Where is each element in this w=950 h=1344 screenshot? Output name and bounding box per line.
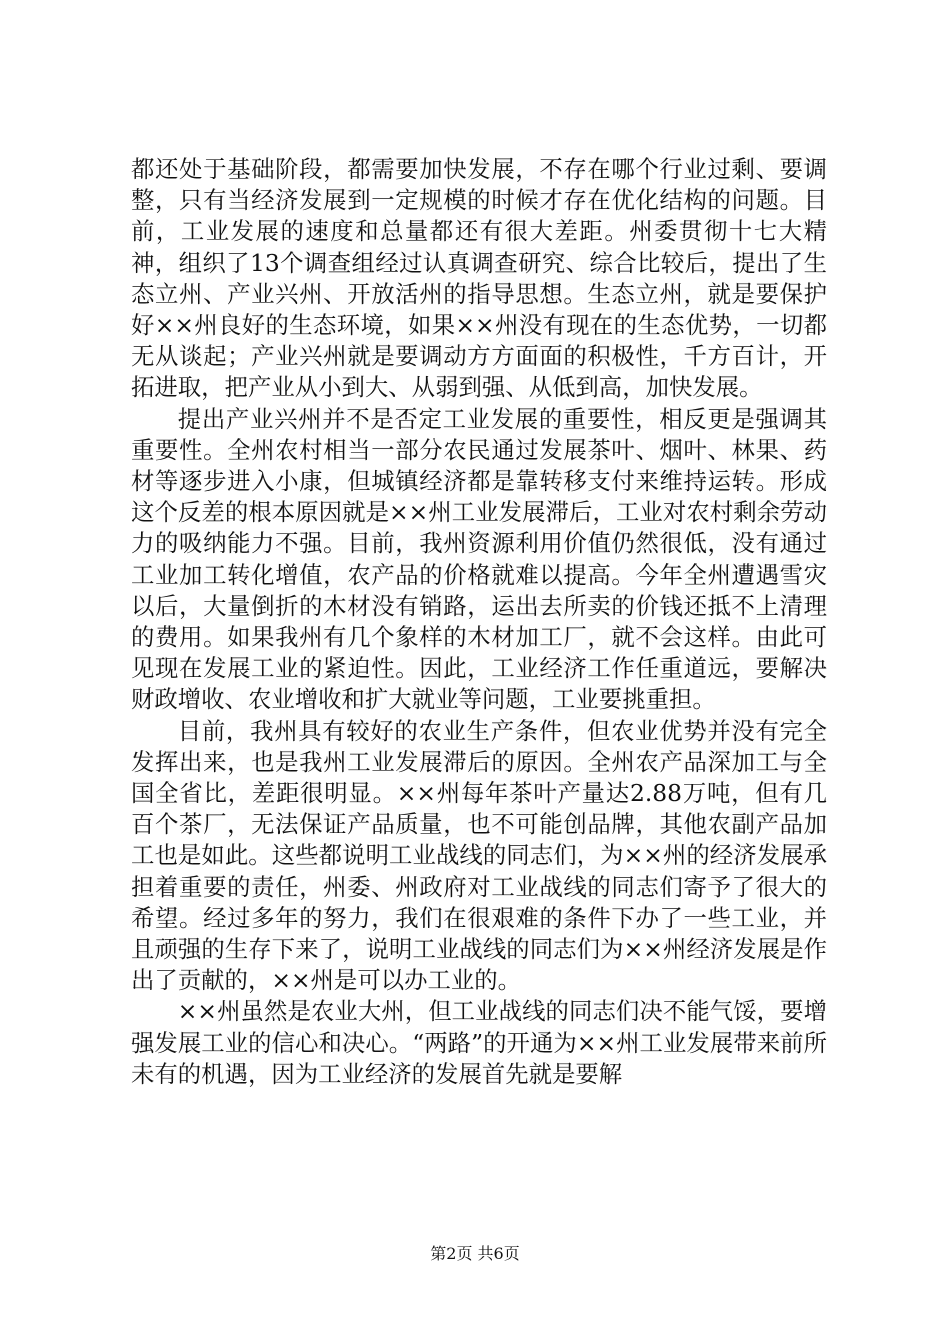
paragraph-3: 目前，我州具有较好的农业生产条件，但农业优势并没有完全发挥出来，也是我州工业发展滞后的原因。全州农产品深加工与全国全省比，差距很明显。××州每年茶叶产量达2.88万吨，但有几百个茶厂，无法保证产品质量，也不可能创品牌，其他农副产品加工也是如此。这些都说明工业战线的同志们，为××州的经济发展承担着重要的责任，州委、州政府对工业战线的同志们寄予了很大的希望。经过多年的努力，我们在很艰难的条件下办了一些工业，并且顽强的生存下来了，说明工业战线的同志们为××州经济发展是作出了贡献的，××州是可以办工业的。 (131, 716, 827, 995)
document-body (131, 154, 827, 1090)
paragraph-4: ××州虽然是农业大州，但工业战线的同志们决不能气馁，要增强发展工业的信心和决心。“两路”的开通为××州工业发展带来前所未有的机遇，因为工业经济的发展首先就是要解 (131, 997, 827, 1088)
page-footer: 第2页 共6页 (430, 1244, 520, 1263)
paragraph-1: 都还处于基础阶段，都需要加快发展，不存在哪个行业过剩、要调整，只有当经济发展到一定规模的时候才存在优化结构的问题。目前，工业发展的速度和总量都还有很大差距。州委贯彻十七大精神，组织了13个调查组经过认真调查研究、综合比较后，提出了生态立州、产业兴州、开放活州的指导思想。生态立州，就是要保护好××州良好的生态环境，如果××州没有现在的生态优势，一切都无从谈起；产业兴州就是要调动方方面面的积极性，千方百计，开拓进取，把产业从小到大、从弱到强、从低到高，加快发展。 (131, 155, 827, 402)
paragraph-2: 提出产业兴州并不是否定工业发展的重要性，相反更是强调其重要性。全州农村相当一部分农民通过发展茶叶、烟叶、林果、药材等逐步进入小康，但城镇经济都是靠转移支付来维持运转。形成这个反差的根本原因就是××州工业发展滞后，工业对农村剩余劳动力的吸纳能力不强。目前，我州资源利用价值仍然很低，没有通过工业加工转化增值，农产品的价格就难以提高。今年全州遭遇雪灾以后，大量倒折的木材没有销路，运出去所卖的价钱还抵不上清理的费用。如果我州有几个象样的木材加工厂，就不会这样。由此可见现在发展工业的紧迫性。因此，工业经济工作任重道远，要解决财政增收、农业增收和扩大就业等问题，工业要挑重担。 (131, 404, 827, 714)
